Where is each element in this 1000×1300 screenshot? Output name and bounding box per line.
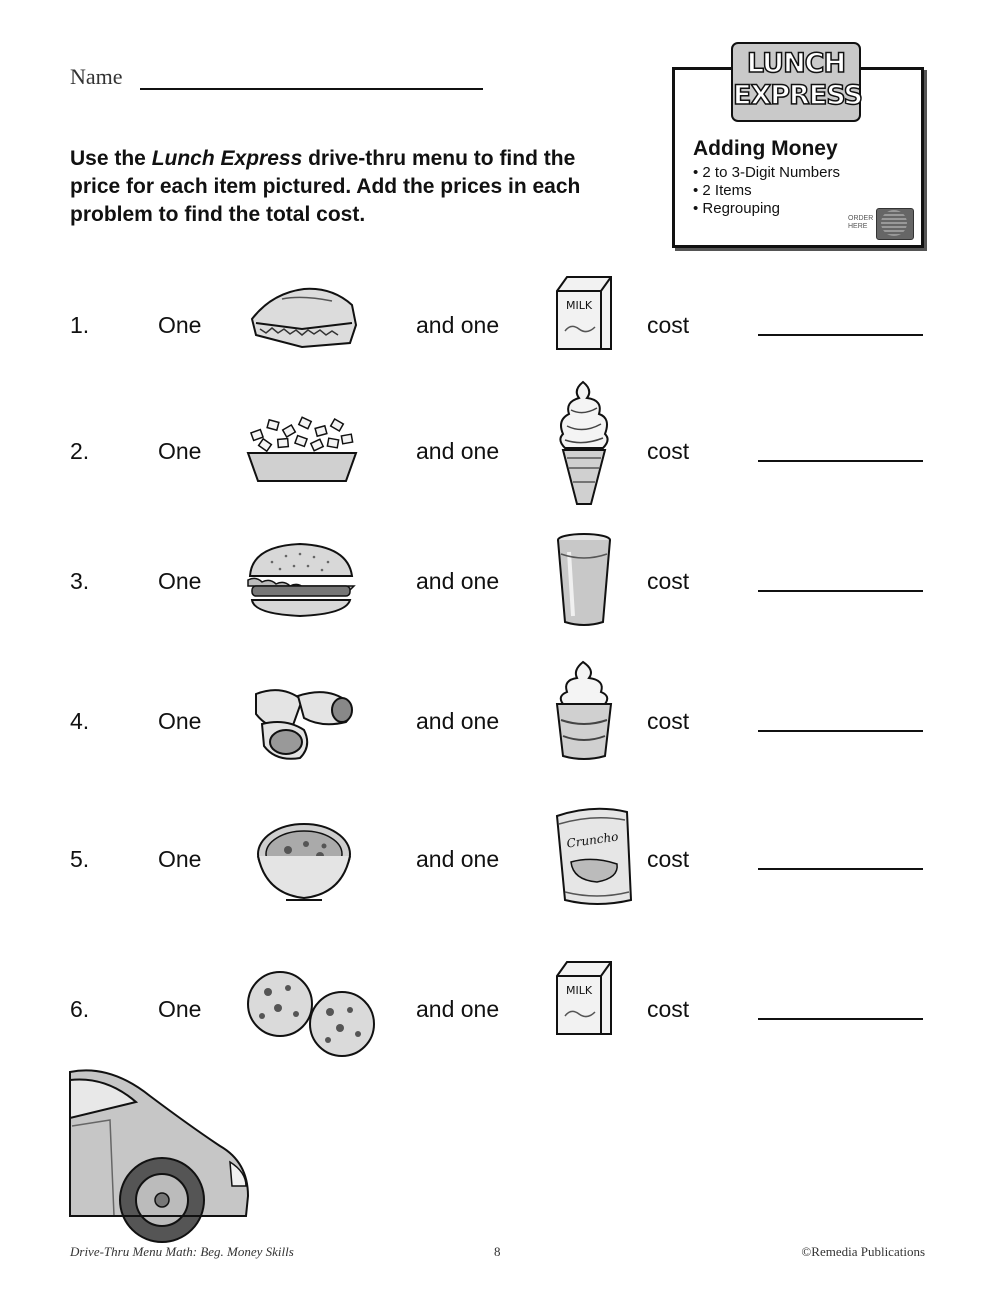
problem-row	[70, 829, 930, 944]
problem-one-text: One	[158, 568, 202, 594]
answer-line[interactable]	[758, 590, 923, 592]
box-title: Adding Money	[693, 137, 838, 160]
answer-line[interactable]	[758, 730, 923, 732]
problem-number: 6.	[70, 996, 90, 1022]
and-one-text: and one	[416, 708, 500, 734]
and-one-text: and one	[416, 312, 500, 338]
problem-number: 3.	[70, 568, 90, 594]
name-row	[70, 64, 490, 94]
cost-text: cost	[647, 312, 690, 338]
problem-number: 4.	[70, 708, 90, 734]
instructions	[70, 145, 630, 229]
problem-one-text: One	[158, 708, 202, 734]
skills-list	[693, 164, 840, 218]
hamburger-icon	[242, 542, 362, 627]
answer-line[interactable]	[758, 868, 923, 870]
chips-bag-icon	[553, 804, 618, 909]
page-number: 8	[494, 1244, 501, 1259]
milk-label: MILK	[565, 299, 593, 312]
answer-line[interactable]	[758, 460, 923, 462]
name-label: Name	[70, 64, 123, 89]
logo-line-1: LUNCH	[746, 48, 846, 79]
cost-text: cost	[647, 438, 690, 464]
fries-icon	[242, 413, 362, 498]
problem-one-text: One	[158, 996, 202, 1022]
cost-text: cost	[647, 996, 690, 1022]
problem-row	[70, 556, 930, 666]
and-one-text: and one	[416, 568, 500, 594]
speaker-grill-icon	[876, 208, 914, 240]
logo-line-2: EXPRESS	[733, 80, 862, 111]
chips-label: Cruncho	[565, 829, 620, 851]
footer-book-title: Drive-Thru Menu Math: Beg. Money Skills	[70, 1244, 294, 1259]
skill-item: • 2 to 3-Digit Numbers	[693, 164, 840, 181]
problem-number: 1.	[70, 312, 90, 338]
problem-one-text: One	[158, 846, 202, 872]
lunch-express-logo	[731, 42, 861, 122]
problem-one-text: One	[158, 312, 202, 338]
cost-text: cost	[647, 708, 690, 734]
instructions-italic: Lunch Express	[151, 147, 303, 170]
problem-one-text: One	[158, 438, 202, 464]
answer-line[interactable]	[758, 1018, 923, 1020]
and-one-text: and one	[416, 846, 500, 872]
cost-text: cost	[647, 568, 690, 594]
name-input-line[interactable]	[140, 88, 483, 90]
milk-carton-icon	[553, 275, 618, 380]
order-here-label: ORDER HERE	[848, 215, 874, 230]
milk-carton-icon	[553, 960, 618, 1065]
instructions-part2: drive-thru menu to find the price for each item pictured. Add the prices in each problem to find the total cost.	[70, 147, 581, 226]
burrito-icon	[242, 684, 362, 769]
sandwich-icon	[242, 285, 362, 370]
soup-bowl-icon	[242, 820, 362, 905]
and-one-text: and one	[416, 996, 500, 1022]
and-one-text: and one	[416, 438, 500, 464]
cookies-icon	[242, 970, 362, 1055]
problem-number: 2.	[70, 438, 90, 464]
problem-row	[70, 428, 930, 538]
skill-item: • Regrouping	[693, 200, 780, 217]
skill-item: • 2 Items	[693, 182, 752, 199]
car-icon	[70, 1066, 250, 1242]
instructions-part1: Use the	[70, 147, 152, 170]
problem-row	[70, 696, 930, 806]
ice-cream-cone-icon	[553, 378, 618, 483]
milk-label: MILK	[565, 984, 593, 997]
problem-row	[70, 300, 930, 410]
soda-cup-icon	[553, 532, 618, 637]
info-box	[672, 48, 924, 248]
cost-text: cost	[647, 846, 690, 872]
answer-line[interactable]	[758, 334, 923, 336]
sundae-icon	[553, 660, 618, 765]
footer-copyright: ©Remedia Publications	[801, 1244, 925, 1259]
problem-number: 5.	[70, 846, 90, 872]
